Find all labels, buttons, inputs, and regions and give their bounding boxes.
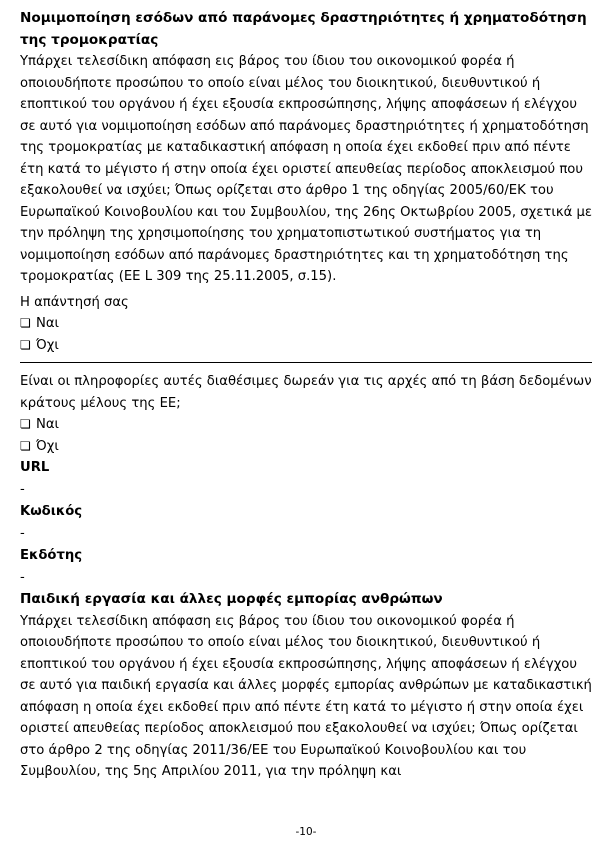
radio-circle-icon: ❏ [20, 316, 31, 330]
radio-circle-icon: ❏ [20, 438, 31, 453]
radio-circle-icon: ❏ [20, 337, 31, 352]
url-value: - [20, 482, 25, 497]
radio-circle-icon: ❏ [20, 417, 31, 431]
section-title: Νομιμοποίηση εσόδων από παράνομες δραστηριότητες ή χρηματοδότηση της τρομοκρατίας [20, 10, 587, 48]
section-divider [20, 362, 592, 363]
answer-label: Η απάντησή σας [20, 294, 129, 310]
radio-option-no[interactable] [20, 335, 592, 357]
radio-label-yes: Ναι [36, 316, 60, 331]
radio-label-no: Όχι [36, 438, 59, 454]
section-body: Υπάρχει τελεσίδικη απόφαση εις βάρος του ίδιου του οικονομικού φορέα ή οποιουδήποτε προσώπου το οποίο είναι μέλος του διοικητικού, διευθυντικού ή εποπτικού του οργάνου ή έχει εξουσία εκπροσώπησης, λήψης αποφάσεων ή ελέγχου σε αυτό για νομιμοποίηση εσόδων από παράνομες δραστηριότητες ή χρηματοδότηση της τρομοκρατίας με καταδικαστική απόφαση η οποία έχει εκδοθεί πριν από πέντε έτη κατά το μέγιστο ή στην οποία έχει οριστεί απευθείας περίοδος αποκλεισμού που εξακολουθεί να ισχύει; Όπως ορίζεται στο άρθρο 1 της οδηγίας 2005/60/ΕΚ του Ευρωπαϊκού Κοινοβουλίου και του Συμβουλίου, της 26ης Οκτωβρίου 2005, σχετικά με την πρόληψη της χρησιμοποίησης του χρηματοπιστωτικού συστήματος για τη νομιμοποίηση εσόδων από παράνομες δραστηριότητες και τη χρηματοδότηση της τρομοκρατίας (ΕΕ L 309 της 25.11.2005, σ.15). [20, 54, 592, 284]
code-value: - [20, 526, 25, 541]
page-number: -10- [295, 826, 317, 838]
section-title: Παιδική εργασία και άλλες μορφές εμπορίας ανθρώπων [20, 591, 443, 607]
code-label: Κωδικός [20, 504, 83, 519]
child-labour-section [20, 589, 592, 783]
section-body: Υπάρχει τελεσίδικη απόφαση εις βάρος του ίδιου του οικονομικού φορέα ή οποιουδήποτε προσώπου το οποίο είναι μέλος του διοικητικού, διευθυντικού ή εποπτικού του οργάνου ή έχει εξουσία εκπροσώπησης, λήψης αποφάσεων ή ελέγχου σε αυτό για παιδική εργασία και άλλες μορφές εμπορίας ανθρώπων με καταδικαστική απόφαση η οποία έχει εκδοθεί πριν από πέντε έτη κατά το μέγιστο ή στην οποία έχει οριστεί απευθείας περίοδος αποκλεισμού που εξακολουθεί να ισχύει; Όπως ορίζεται στο άρθρο 2 της οδηγίας 2011/36/ΕΕ του Ευρωπαϊκού Κοινοβουλίου και του Συμβουλίου, της 5ης Απριλίου 2011, για την πρόληψη και [20, 613, 592, 779]
radio-label-no: Όχι [36, 337, 59, 353]
radio-option-yes[interactable] [20, 414, 592, 436]
radio-option-yes[interactable] [20, 313, 592, 335]
database-availability-section [20, 371, 592, 589]
issuer-value: - [20, 570, 25, 585]
document-page [20, 8, 592, 783]
url-label: URL [20, 460, 50, 475]
issuer-label: Εκδότης [20, 548, 83, 563]
radio-label-yes: Ναι [36, 417, 60, 432]
money-laundering-section [20, 8, 592, 356]
radio-option-no[interactable] [20, 436, 592, 458]
availability-question: Είναι οι πληροφορίες αυτές διαθέσιμες δωρεάν για τις αρχές από τη βάση δεδομένων κράτους μέλους της ΕΕ; [20, 374, 592, 411]
